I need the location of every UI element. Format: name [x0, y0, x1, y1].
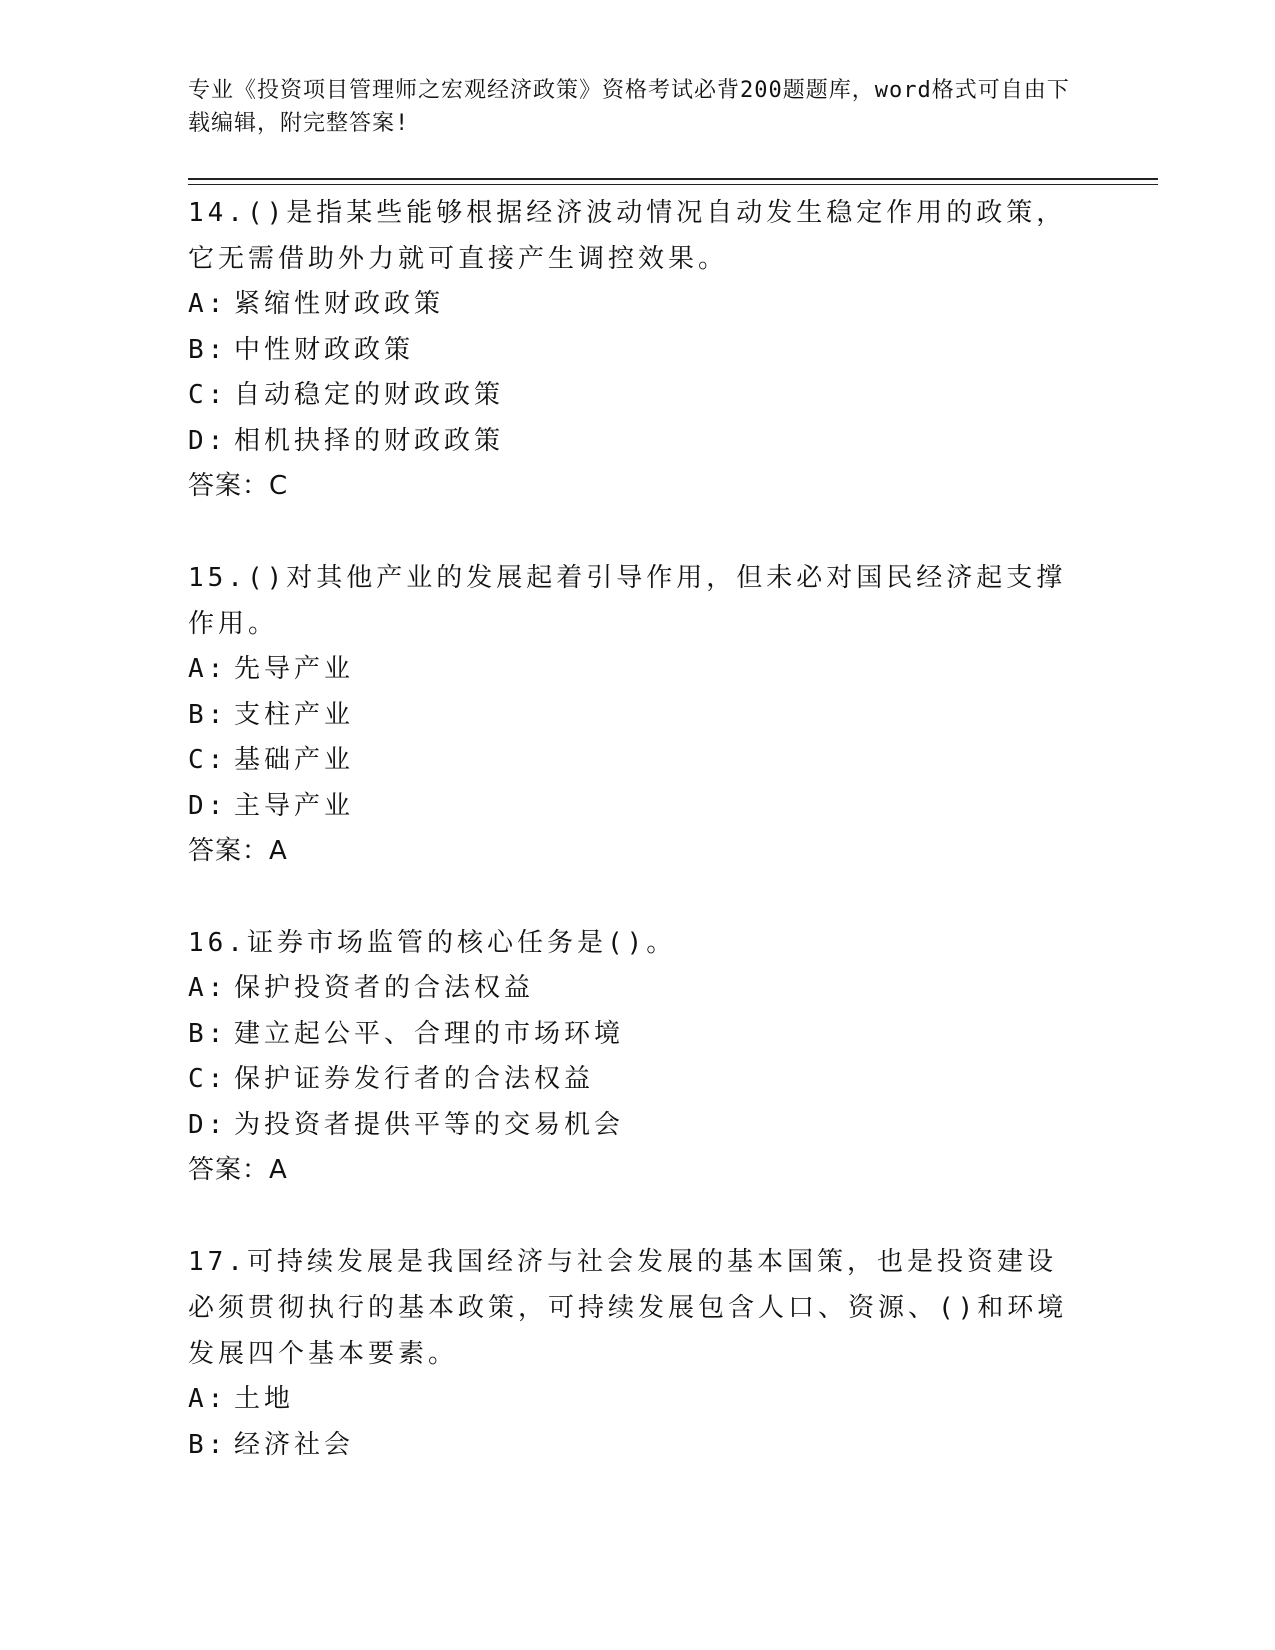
option-key: A: — [188, 289, 228, 319]
option-text: 为投资者提供平等的交易机会 — [234, 1109, 625, 1140]
question-15 — [188, 555, 1078, 874]
document-header: 专业《投资项目管理师之宏观经济政策》资格考试必背200题题库，word格式可自由下载编辑，附完整答案! — [188, 78, 1070, 136]
option-text: 自动稳定的财政政策 — [234, 380, 505, 410]
option-d — [188, 784, 1078, 830]
option-d — [188, 419, 1078, 465]
answer-line: 答案：C — [188, 471, 289, 501]
option-a — [188, 966, 1078, 1012]
option-key: D: — [188, 425, 228, 456]
option-text: 主导产业 — [234, 790, 355, 821]
question-14 — [188, 190, 1078, 509]
option-key: B: — [188, 1018, 228, 1049]
option-c — [188, 1057, 1078, 1103]
option-a — [188, 647, 1078, 693]
option-text: 建立起公平、合理的市场环境 — [234, 1018, 625, 1049]
option-text: 紧缩性财政政策 — [234, 289, 445, 319]
answer-line: 答案：A — [188, 836, 288, 866]
option-a — [188, 282, 1078, 328]
option-b — [188, 328, 1078, 374]
question-17 — [188, 1239, 1078, 1468]
option-text: 中性财政政策 — [234, 334, 415, 365]
header-divider-thin — [188, 184, 1158, 185]
option-key: B: — [188, 334, 228, 365]
option-text: 先导产业 — [234, 654, 355, 684]
option-key: B: — [188, 1429, 228, 1460]
option-a — [188, 1377, 1078, 1423]
option-c — [188, 738, 1078, 784]
answer-line: 答案：A — [188, 1155, 288, 1185]
option-text: 相机抉择的财政政策 — [234, 425, 505, 456]
question-stem: 15.()对其他产业的发展起着引导作用，但未必对国民经济起支撑作用。 — [188, 563, 1067, 639]
question-stem: 14.()是指某些能够根据经济波动情况自动发生稳定作用的政策，它无需借助外力就可直接产生调控效果。 — [188, 198, 1067, 274]
option-d — [188, 1103, 1078, 1149]
option-b — [188, 693, 1078, 739]
option-text: 经济社会 — [234, 1429, 355, 1460]
option-key: D: — [188, 1109, 228, 1140]
option-text: 支柱产业 — [234, 699, 355, 730]
header-divider — [188, 178, 1158, 180]
option-b — [188, 1012, 1078, 1058]
option-key: A: — [188, 654, 228, 684]
option-key: A: — [188, 973, 228, 1003]
option-key: C: — [188, 745, 228, 775]
question-stem: 16.证券市场监管的核心任务是()。 — [188, 928, 677, 958]
option-key: A: — [188, 1384, 228, 1414]
option-c — [188, 373, 1078, 419]
option-key: B: — [188, 699, 228, 730]
question-list — [188, 190, 1078, 1514]
option-key: C: — [188, 380, 228, 410]
option-key: C: — [188, 1064, 228, 1094]
option-text: 土地 — [234, 1384, 295, 1414]
option-key: D: — [188, 790, 228, 821]
question-16 — [188, 920, 1078, 1193]
question-stem: 17.可持续发展是我国经济与社会发展的基本国策，也是投资建设必须贯彻执行的基本政策，可持续发展包含人口、资源、()和环境发展四个基本要素。 — [188, 1247, 1068, 1369]
option-text: 保护证券发行者的合法权益 — [234, 1064, 595, 1094]
option-b — [188, 1423, 1078, 1469]
option-text: 保护投资者的合法权益 — [234, 973, 535, 1003]
option-text: 基础产业 — [234, 745, 355, 775]
